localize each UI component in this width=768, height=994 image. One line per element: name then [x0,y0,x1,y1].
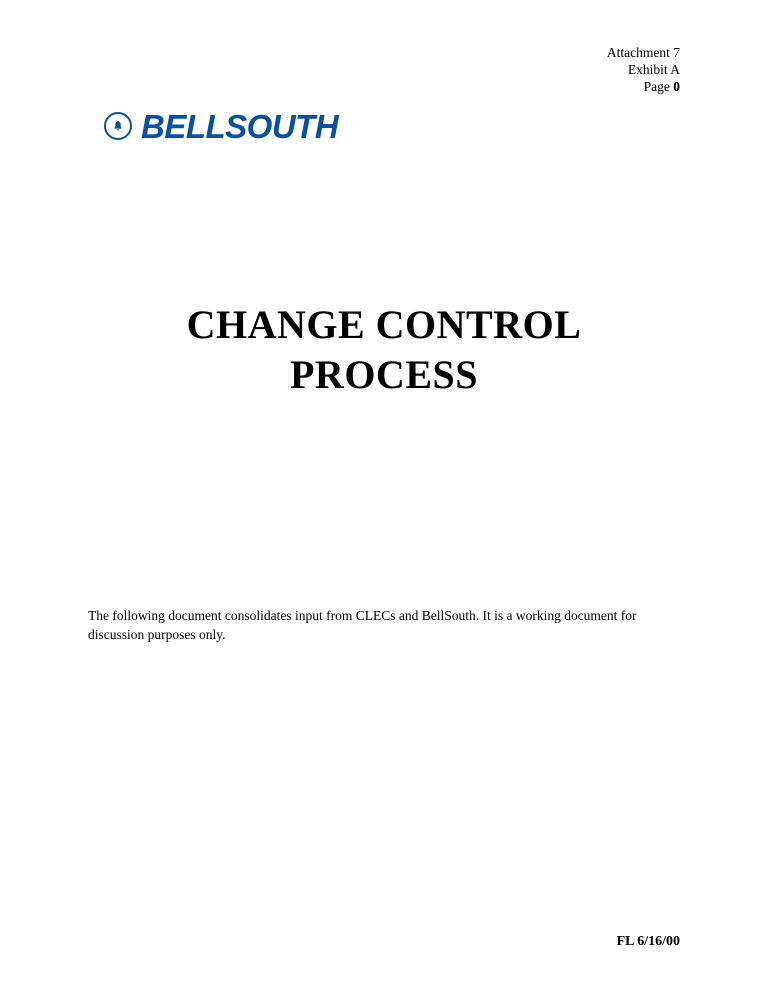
header-attachment: Attachment 7 [606,45,680,60]
document-header [607,44,680,95]
logo-bell-text: BELL [141,107,226,145]
footer-revision: FL 6/16/00 [616,934,680,949]
header-page [607,78,680,95]
logo-south-text: SOUTH [225,107,339,145]
page-title-line-1: CHANGE CONTROL [186,302,582,347]
header-exhibit: Exhibit A [627,62,680,77]
header-page-label: Page [643,79,674,94]
header-page-number: 0 [673,79,680,94]
bellsouth-logo [104,108,338,144]
page-title-line-2: PROCESS [290,352,478,397]
intro-paragraph: The following document consolidates input from CLECs and BellSouth. It is a working document for discussion purposes only. [88,607,637,642]
page-title [0,300,768,400]
bell-in-circle-icon [104,112,132,140]
logo-wordmark [141,107,339,145]
